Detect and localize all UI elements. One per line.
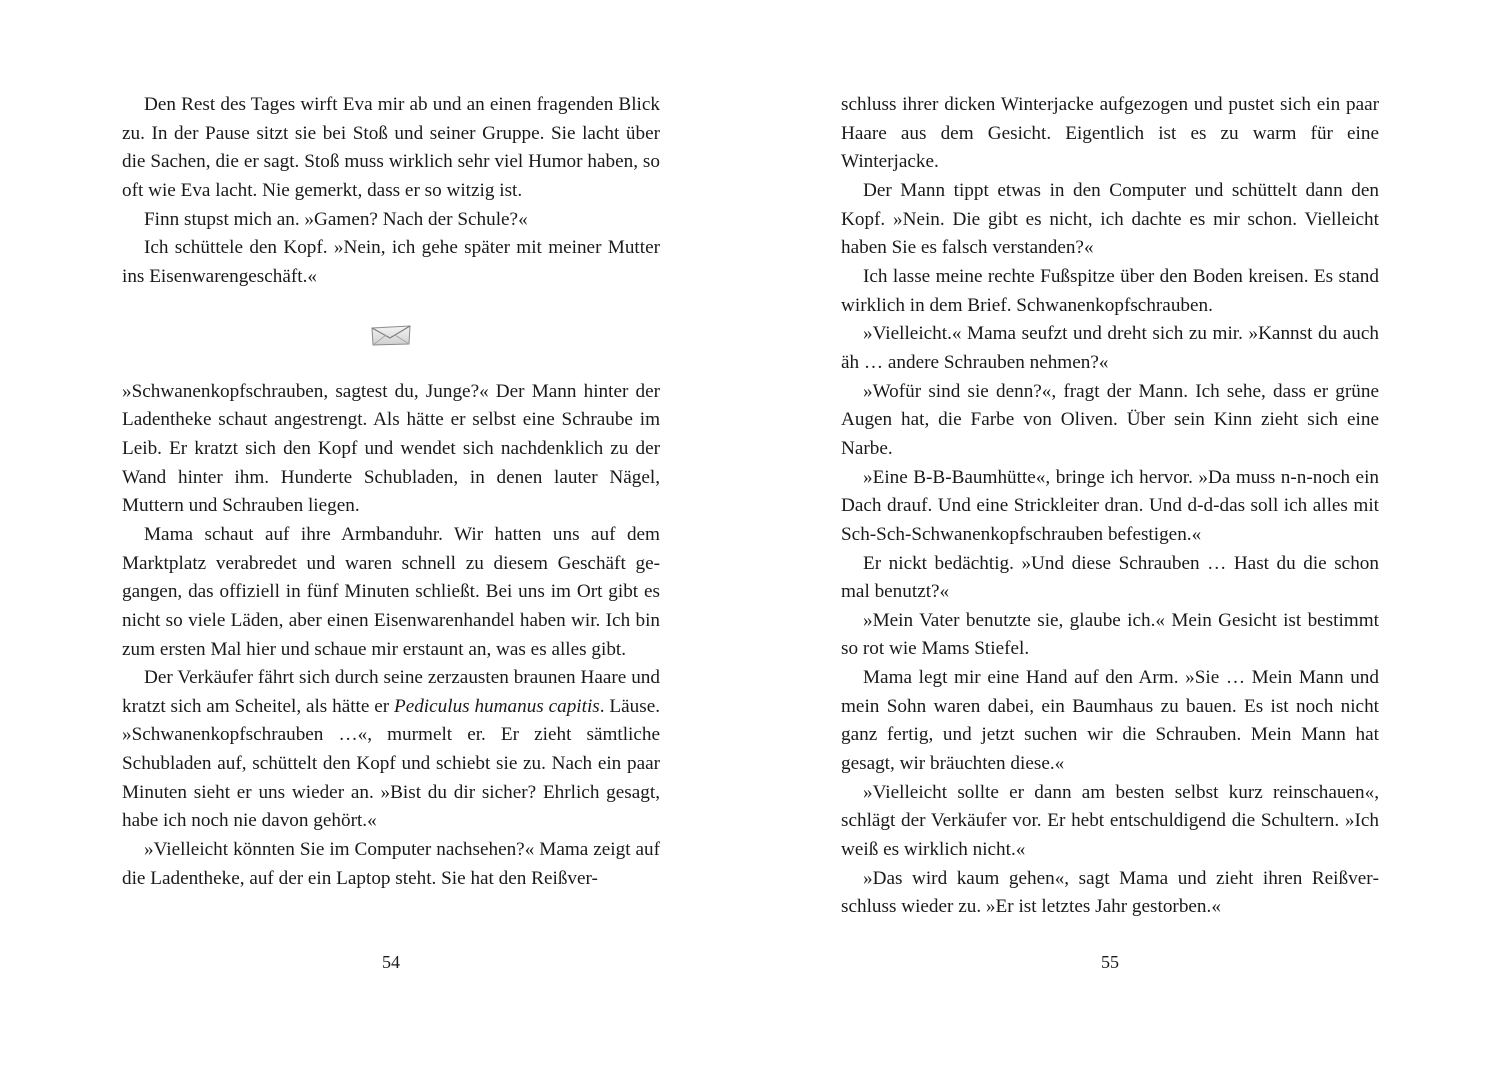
paragraph: schluss ihrer dicken Winterjacke aufgezogen und pustet sich ein paar Haare aus dem Gesicht. Eigentlich ist es zu warm für eine Winterjacke. (841, 94, 1379, 173)
paragraph: Den Rest des Tages wirft Eva mir ab und an einen fragenden Blick zu. In der Pause sitzt sie bei Stoß und seiner Gruppe. Sie lacht über die Sachen, die er sagt. Stoß muss wirklich sehr viel Humor haben, so oft wie Eva lacht. Nie gemerkt, dass er so witzig ist. (122, 94, 660, 201)
envelope-icon (369, 322, 413, 348)
paragraph: »Mein Vater benutzte sie, glaube ich.« Mein Gesicht ist bestimmt so rot wie Mams Stiefel. (841, 609, 1379, 660)
paragraph: »Vielleicht sollte er dann am besten selbst kurz reinschauen«, schlägt der Verkäufer vor. Er hebt entschuldigend die Schultern. »Ich weiß es wirklich nicht.« (841, 781, 1379, 861)
text-run: . Läuse. »Schwanenkopfschrauben …«, murmelt er. Er zieht sämtliche Schubladen auf, schüttelt den Kopf und schiebt sie zu. Nach ein paar Minuten sieht er uns wieder an. »Bist du dir sicher? Ehrlich gesagt, habe ich noch nie davon gehört.« (122, 695, 661, 832)
paragraph: »Vielleicht.« Mama seufzt und dreht sich zu mir. »Kannst du auch äh … andere Schrauben nehmen?« (841, 323, 1379, 373)
page-number-right: 55 (1101, 952, 1119, 972)
paragraph: »Vielleicht könnten Sie im Computer nachsehen?« Mama zeigt auf die Ladentheke, auf der ein Laptop steht. Sie hat den Reißver- (122, 839, 660, 889)
paragraph (122, 664, 660, 836)
paragraph: »Schwanenkopfschrauben, sagtest du, Junge?« Der Mann hinter der Ladentheke schaut angestrengt. Als hätte er selbst eine Schraube im Leib. Er kratzt sich den Kopf und wendet sich nachdenklich zu der Wand hinter ihm. Hunderte Schubladen, in denen lauter Nägel, Muttern und Schrauben liegen. (122, 380, 660, 517)
paragraph: Mama legt mir eine Hand auf den Arm. »Sie … Mein Mann und mein Sohn waren dabei, ein Baumhaus zu bauen. Es ist noch nicht ganz fertig, und jetzt suchen wir die Schrauben. Mein Mann hat gesagt, wir bräuchten diese.« (841, 667, 1379, 775)
text-run: Der Verkäufer fährt sich durch seine zerzausten braunen Haare und kratzt sich am Scheitel, als hätte er (122, 667, 660, 717)
italic-text: Pediculus humanus capitis (393, 695, 600, 717)
paragraph: Ich schüttele den Kopf. »Nein, ich gehe später mit meiner Mutter ins Eisenwarengeschäft.« (122, 237, 660, 287)
paragraph: »Eine B-B-Baumhütte«, bringe ich hervor. »Da muss n-n-noch ein Dach drauf. Und eine Strickleiter dran. Und d-d-das soll ich alles mit Sch-Sch-Schwanenkopfschrauben befestigen.« (841, 466, 1379, 545)
paragraph: Finn stupst mich an. »Gamen? Nach der Schule?« (144, 208, 528, 230)
paragraph: Mama schaut auf ihre Armbanduhr. Wir hatten uns auf dem Marktplatz verabredet und waren schnell zu diesem Geschäft gegangen, das offiziell in fünf Minuten schließt. Bei uns im Ort gibt es nicht so viele Läden, aber einen Eisenwarenhandel haben wir. Ich bin zum ersten Mal hier und schaue mir erstaunt an, was es alles gibt. (122, 523, 660, 660)
page-number-left: 54 (382, 952, 400, 972)
left-page (122, 91, 660, 893)
paragraph: Der Mann tippt etwas in den Computer und schüttelt dann den Kopf. »Nein. Die gibt es nicht, ich dachte es mir schon. Vielleicht haben Sie es falsch verstanden?« (841, 179, 1379, 259)
paragraph: »Wofür sind sie denn?«, fragt der Mann. Ich sehe, dass er grüne Augen hat, die Farbe von Oliven. Über sein Kinn zieht sich eine Narbe. (841, 380, 1379, 459)
paragraph: »Das wird kaum gehen«, sagt Mama und zieht ihren Reißverschluss wieder zu. »Er ist letztes Jahr gestorben.« (841, 867, 1379, 918)
section-break (122, 292, 660, 378)
paragraph: Ich lasse meine rechte Fußspitze über den Boden kreisen. Es stand wirklich in dem Brief. Schwanenkopfschrauben. (841, 265, 1379, 316)
right-page (841, 91, 1379, 922)
paragraph: Er nickt bedächtig. »Und diese Schrauben … Hast du die schon mal benutzt?« (841, 552, 1379, 603)
